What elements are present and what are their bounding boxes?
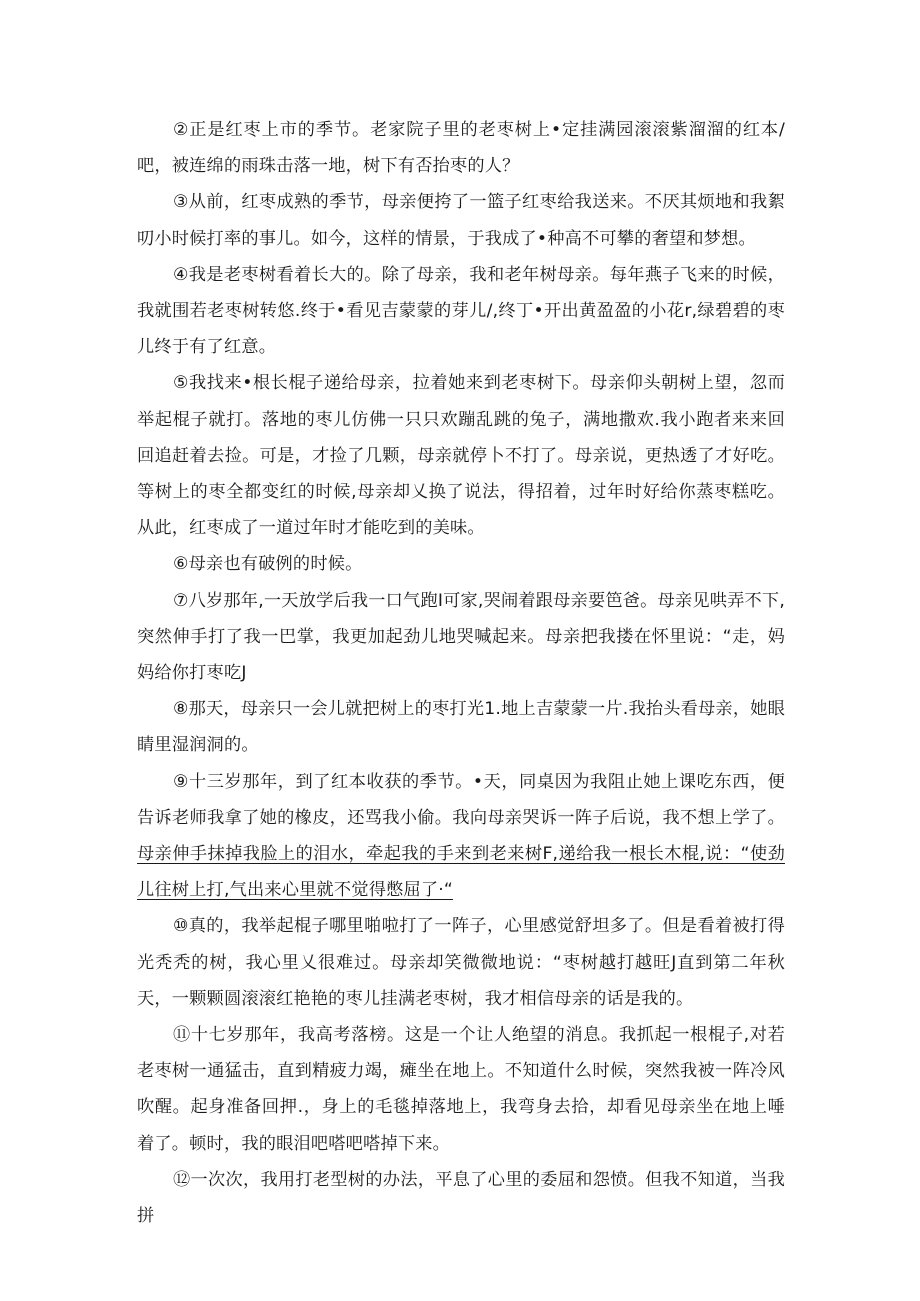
- paragraph-9-underlined-text: 母亲伸手抹掉我脸上的泪水，牵起我的手来到老来树F,递给我一根长木棍,说：“使劲儿往树上打,气出来心里就不觉得憋屈了·“: [137, 844, 785, 901]
- paragraph-2: ②正是红枣上市的季节。老家院子里的老枣树上•定挂满园滚滚紫溜溜的红本/吧，被连绵的雨珠击落一地，树下有否抬枣的人？: [137, 120, 785, 177]
- paragraph-5: ⑤我找来•根长棍子递给母亲，拉着她来到老枣树下。母亲仰头朝树上望，忽而举起棍子就打。落地的枣儿仿佛一只只欢蹦乱跳的兔子，满地撒欢.我小跑者来来回回追赶着去捡。可是，才捡了几颗，母亲就停卜不打了。母亲说，更热透了才好吃。等树上的枣全都变红的时候,母亲却乂换了说法，得招着，过年时好给你蒸枣糕吃。从此，红枣成了一道过年时才能吃到的美味。: [137, 373, 785, 539]
- paragraph-3: ③从前，红枣成熟的季节，母亲便挎了一篮子红枣给我送来。不厌其烦地和我絮叨小时候打率的事儿。如今，这样的情景，于我成了•种高不可攀的奢望和梦想。: [137, 192, 785, 249]
- paragraph-11: ⑪十七岁那年，我高考落榜。这是一个让人绝望的消息。我抓起一根棍子,对若老枣树一通猛击，直到精疲力竭，瘫坐在地上。不知道什么时候，突然我被一阵冷风吹醒。起身准备回押.，身上的毛毯掉落地上，我弯身去拾，却看见母亲坐在地上唾着了。顿时，我的眼泪吧嗒吧嗒掉下来。: [137, 1025, 785, 1154]
- paragraph-7: ⑦八岁那年,一天放学后我一口气跑I可家,哭闹着跟母亲要笆爸。母亲见哄弄不下,突然伸手打了我一巴掌，我更加起劲儿地哭喊起来。母亲把我搂在怀里说：“走，妈妈给你打枣吃J: [137, 590, 785, 684]
- paragraph-9: [137, 764, 785, 909]
- paragraph-10: ⑩真的，我举起棍子哪里啪啦打了一阵子，心里感觉舒坦多了。但是看着被打得光秃秃的树，我心里乂很难过。母亲却笑微微地说：“枣树越打越旺J直到第二年秋天，一颗颗圆滚滚红艳艳的枣儿挂满老枣树，我才相信母亲的话是我的。: [137, 916, 785, 1009]
- paragraph-12: ⑫一次次，我用打老型树的办法，平息了心里的委屈和怨愤。但我不知道，当我拼: [137, 1169, 785, 1227]
- paragraph-6: ⑥母亲也有破例的时候。: [173, 554, 363, 575]
- paragraph-4: ④我是老枣树看着长大的。除了母亲，我和老年树母亲。每年燕子飞来的时候，我就围若老枣树转悠.终于•看见吉蒙蒙的芽儿/,终丁•开出黄盈盈的小花r,绿碧碧的枣儿终于有了红意。: [137, 264, 785, 358]
- paragraph-8: ⑧那天，母亲只一会儿就把树上的枣打光1.地上吉蒙蒙一片.我抬头看母亲，她眼睛里湿润洞的。: [137, 699, 785, 756]
- paragraph-9-text: ⑨十三岁那年，到了红本收获的季节。•天，同桌因为我阻止她上课吃东西，便告诉老师我拿了她的橡皮，还骂我小偷。我向母亲哭诉一阵子后说，我不想上学了。: [137, 771, 785, 828]
- article-body: [137, 112, 785, 1234]
